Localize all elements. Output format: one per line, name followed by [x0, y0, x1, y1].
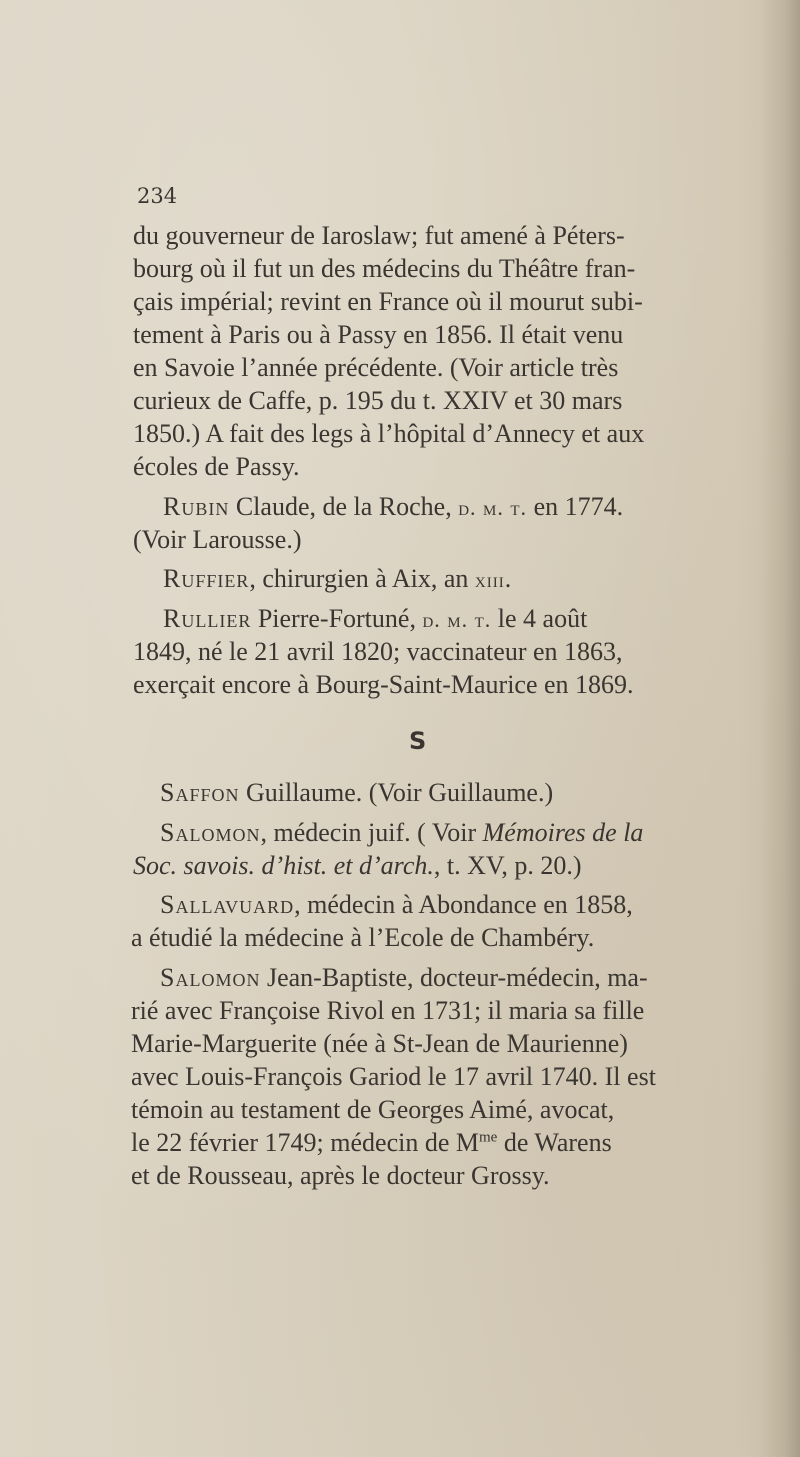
- paragraph-line: curieux de Caffe, p. 195 du t. XXIV et 30 mars: [133, 386, 623, 415]
- entry-rullier-line: 1849, né le 21 avril 1820; vaccinateur en 1863,: [133, 637, 623, 666]
- paragraph-line: bourg où il fut un des médecins du Théâtre fran-: [133, 254, 636, 283]
- page-number: 234: [137, 184, 178, 208]
- entry-salomon-2-line: Marie-Marguerite (née à St-Jean de Maurienne): [131, 1029, 628, 1058]
- entry-salomon-2-line: rié avec Françoise Rivol en 1731; il maria sa fille: [131, 996, 645, 1025]
- entry-rubin-line: (Voir Larousse.): [133, 525, 302, 554]
- entry-salomon-2-line: avec Louis-François Gariod le 17 avril 1740. Il est: [131, 1062, 656, 1091]
- entry-salomon-1-line: Soc. savois. d’hist. et d’arch., t. XV, p. 20.): [133, 851, 582, 880]
- paragraph-line: 1850.) A fait des legs à l’hôpital d’Annecy et aux: [133, 419, 645, 448]
- entry-salomon-2-line: témoin au testament de Georges Aimé, avocat,: [131, 1095, 615, 1124]
- entry-saffon: Saffon Guillaume. (Voir Guillaume.): [160, 778, 554, 807]
- entry-name: Rullier: [163, 604, 252, 633]
- entry-rubin: Rubin Claude, de la Roche, d. m. t. en 1774.: [163, 492, 624, 521]
- entry-ruffier: Ruffier, chirurgien à Aix, an xiii.: [163, 564, 512, 593]
- paragraph-line: écoles de Passy.: [133, 452, 300, 481]
- paragraph-line: en Savoie l’année précédente. (Voir article très: [133, 353, 619, 382]
- paragraph-line: du gouverneur de Iaroslaw; fut amené à Péters-: [133, 221, 625, 250]
- entry-name: Salomon: [160, 818, 261, 847]
- entry-salomon-1: Salomon, médecin juif. ( Voir Mémoires de la: [160, 818, 644, 847]
- paragraph-line: tement à Paris ou à Passy en 1856. Il était venu: [133, 320, 624, 349]
- entry-name: Salomon: [160, 963, 261, 992]
- entry-salomon-2: Salomon Jean-Baptiste, docteur-médecin, ma-: [160, 963, 648, 992]
- entry-name: Ruffier: [163, 564, 250, 593]
- section-letter: S: [409, 727, 427, 755]
- entry-salomon-2-line: le 22 février 1749; médecin de $M^{me}$ de Warens: [131, 1128, 612, 1157]
- entry-sallavuard: Sallavuard, médecin à Abondance en 1858,: [160, 890, 633, 919]
- page-edge-shadow: [760, 0, 800, 1457]
- paragraph-line: çais impérial; revint en France où il mourut subi-: [133, 287, 643, 316]
- entry-salomon-2-line: et de Rousseau, après le docteur Grossy.: [131, 1161, 550, 1190]
- entry-name: Rubin: [163, 492, 230, 521]
- entry-name: Saffon: [160, 778, 240, 807]
- entry-name: Sallavuard: [160, 890, 295, 919]
- entry-rullier: Rullier Pierre-Fortuné, d. m. t. le 4 août: [163, 604, 588, 633]
- entry-sallavuard-line: a étudié la médecine à l’Ecole de Chambéry.: [131, 923, 595, 952]
- entry-rullier-line: exerçait encore à Bourg-Saint-Maurice en 1869.: [133, 670, 634, 699]
